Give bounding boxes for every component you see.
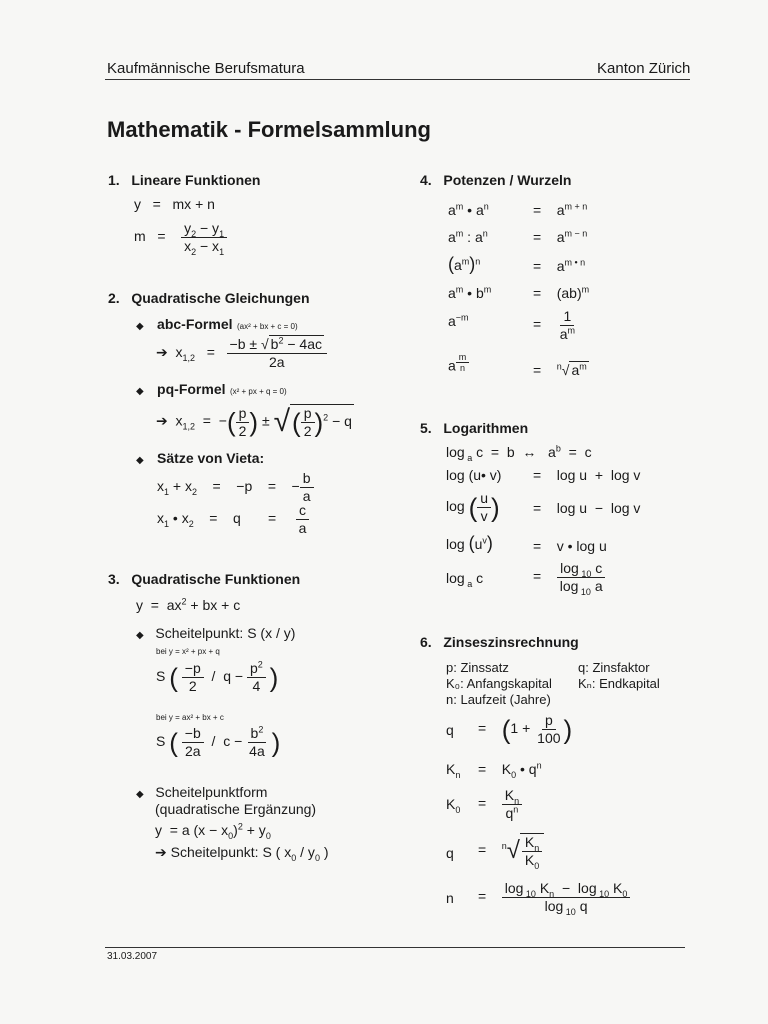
case-2-label: bei y = ax² + bx + c bbox=[156, 713, 224, 722]
bullet-icon: ◆ bbox=[136, 386, 144, 397]
formula-vertex-pq: S ( $\frac{-p}{2}$ / q − $\frac{p^2}{4}$ ) bbox=[156, 659, 279, 694]
header-right: Kanton Zürich bbox=[597, 60, 691, 77]
section-number: 5. bbox=[420, 420, 432, 436]
section-3-heading bbox=[108, 571, 300, 587]
abc-label: abc-Formel bbox=[157, 316, 233, 332]
formula-quadratic: $y = ax^2$ + bx + c bbox=[136, 596, 241, 613]
pq-label: pq-Formel bbox=[157, 381, 226, 397]
formula-factor-root-result: = $^n$√ $\frac{K_n}{K_0}$ bbox=[478, 833, 544, 869]
section-6-heading bbox=[420, 634, 579, 650]
formula-power-power-result: = $a^{m • n}$ bbox=[533, 257, 586, 274]
formula-factor-root: q bbox=[446, 845, 454, 861]
arrow-icon: ➔ bbox=[156, 412, 168, 429]
formula-negative-exp-result: = $\frac{1}{a^m}$ bbox=[533, 308, 576, 342]
formula-log-power-result: = v • log u bbox=[533, 538, 607, 554]
legend-n bbox=[446, 692, 551, 707]
legend-k0-label: K₀: bbox=[446, 676, 464, 691]
formula-log-base-change-result: = $\frac{\log _{10} c}{\log _{10} a}$ bbox=[533, 560, 606, 595]
legend-k0-text: Anfangskapital bbox=[466, 676, 552, 691]
section-number: 3. bbox=[108, 571, 120, 587]
bullet-icon: ◆ bbox=[136, 789, 144, 800]
header-rule bbox=[105, 79, 690, 80]
section-2-heading bbox=[108, 290, 310, 306]
footer-rule bbox=[105, 947, 685, 948]
abc-condition: (ax² + bx + c = 0) bbox=[236, 322, 298, 331]
formula-log-quotient-result: = log u − log v bbox=[533, 500, 641, 516]
formula-start-capital: $K_0$ bbox=[446, 796, 461, 815]
pq-condition: (x² + px + q = 0) bbox=[229, 387, 287, 396]
formula-log-product-result: = log u + log v bbox=[533, 467, 641, 483]
formula-power-quotient-result: = $a^{m - n}$ bbox=[533, 228, 588, 245]
section-1-heading bbox=[108, 172, 260, 188]
formula-power-quotient: $a^m$ : $a^n$ bbox=[448, 228, 488, 245]
section-title: Logarithmen bbox=[443, 420, 529, 436]
section-title: Potenzen / Wurzeln bbox=[443, 172, 572, 188]
form-label: Scheitelpunktform bbox=[155, 784, 268, 800]
legend-q-label: q: bbox=[578, 660, 589, 675]
legend-p bbox=[446, 660, 509, 675]
formula-power-power: $(a^m)^n$ bbox=[448, 254, 481, 274]
abc-formula-label bbox=[136, 316, 298, 334]
arrow-icon: ➔ bbox=[156, 344, 168, 361]
legend-n-text: Laufzeit (Jahre) bbox=[460, 692, 551, 707]
page-title: Mathematik - Formelsammlung bbox=[107, 117, 431, 142]
formula-duration: n bbox=[446, 890, 454, 906]
formula-start-capital-result: = $\frac{K_n}{q^n}$ bbox=[478, 787, 522, 822]
section-number: 1. bbox=[108, 172, 120, 188]
formula-power-product-result: = $a^{m + n}$ bbox=[533, 201, 588, 218]
footer-date: 31.03.2007 bbox=[107, 951, 158, 962]
formula-vertex-point: ➔ Scheitelpunkt: S ( $x_0 / y_0$ ) bbox=[155, 844, 329, 863]
formula-vieta-product: $x_1$ • $x_2$ = q = $\frac{c}{a}$ bbox=[157, 502, 309, 537]
case-1-label: bei y = x² + px + q bbox=[156, 647, 220, 656]
section-number: 2. bbox=[108, 290, 120, 306]
scheitel-heading bbox=[136, 625, 295, 641]
formula-slope: m = $\frac{y_2 - y_1}{x_2 - x_1}$ bbox=[134, 220, 227, 255]
legend-q bbox=[578, 660, 650, 675]
formula-negative-exp: $a^{-m}$ bbox=[448, 312, 469, 329]
bullet-icon: ◆ bbox=[136, 321, 144, 332]
section-title: Quadratische Funktionen bbox=[131, 571, 301, 587]
formula-vieta-sum: $x_1 + x_2$ = −p = − $\frac{b}{a}$ bbox=[157, 470, 314, 505]
formula-end-capital: $K_n$ bbox=[446, 761, 461, 780]
legend-k0 bbox=[446, 676, 552, 691]
arrow-label: Scheitelpunkt: S bbox=[170, 844, 272, 860]
arrow-icon: ➔ bbox=[155, 844, 167, 860]
vieta-label bbox=[136, 450, 264, 468]
formula-frac-exp-result: = $^n$√ $a^m$ bbox=[533, 361, 587, 378]
legend-kn bbox=[578, 676, 660, 692]
scheitelpunktform-heading bbox=[136, 784, 267, 800]
formula-interest-factor-result: = (1 + $\frac{p}{100}$ ) bbox=[478, 712, 573, 746]
scheitel-label: Scheitelpunkt: S (x / y) bbox=[155, 625, 296, 641]
legend-kn-text: Endkapital bbox=[599, 676, 660, 691]
pq-formula-label bbox=[136, 381, 287, 399]
formula-log-power: $\log (u^v)$ bbox=[446, 533, 493, 553]
bullet-icon: ◆ bbox=[136, 455, 144, 466]
legend-p-label: p: bbox=[446, 660, 457, 675]
formula-abc: ➔ $x_{1,2}$ = $\frac{-b \pm √ b^2 - 4ac}{2a}$ bbox=[156, 336, 327, 371]
formula-log-product: log (u• v) bbox=[446, 467, 502, 483]
section-number: 4. bbox=[420, 172, 432, 188]
formula-pq: ➔ $x_{1,2}$ = −( $\frac{p}{2}$ ) ± √( $\frac{p}{2}$ )$^2$ − q bbox=[156, 404, 352, 439]
formula-power-base: $a^m$ • $b^m$ bbox=[448, 284, 492, 301]
formula-power-product: $a^m$ • $a^n$ bbox=[448, 201, 489, 218]
legend-n-label: n: bbox=[446, 692, 457, 707]
section-number: 6. bbox=[420, 634, 432, 650]
legend-kn-label: Kₙ: bbox=[578, 676, 596, 691]
formula-interest-factor: q bbox=[446, 722, 454, 738]
header-left: Kaufmännische Berufsmatura bbox=[107, 60, 305, 77]
vieta-text: Sätze von Vieta: bbox=[157, 450, 265, 466]
form-sub: (quadratische Ergänzung) bbox=[155, 801, 317, 817]
formula-vertex-form: y = a $(x - x_0)^2 + y_0$ bbox=[155, 821, 271, 841]
legend-q-text: Zinsfaktor bbox=[592, 660, 650, 675]
section-title: Zinseszinsrechnung bbox=[443, 634, 579, 650]
formula-log-quotient: log ( $\frac{u}{v}$ ) bbox=[446, 490, 500, 524]
formula-duration-result: = $\frac{\log _{10} K_n - \log _{10} K_0}{\log _{10} q}$ bbox=[478, 880, 630, 915]
section-5-heading bbox=[420, 420, 528, 436]
formula-vertex-abc: S ( $\frac{-b}{2a}$ / c − $\frac{b^2}{4a}$ ) bbox=[156, 724, 281, 759]
formula-log-def: log $_a$ c = b ↔ $a^b = c$ bbox=[446, 443, 592, 463]
formula-linear: y = mx + n bbox=[134, 196, 215, 212]
section-title: Quadratische Gleichungen bbox=[131, 290, 310, 306]
section-title: Lineare Funktionen bbox=[131, 172, 261, 188]
legend-p-text: Zinssatz bbox=[460, 660, 509, 675]
formula-end-capital-result: = $K_0$ • $q^n$ bbox=[478, 760, 542, 780]
formula-frac-exp: a $^{\frac{m}{n}}$ bbox=[448, 352, 469, 374]
formula-log-base-change: log $_a$ c bbox=[446, 570, 484, 589]
section-4-heading bbox=[420, 172, 571, 188]
bullet-icon: ◆ bbox=[136, 630, 144, 641]
formula-power-base-result: = (ab)$^m$ bbox=[533, 284, 590, 301]
